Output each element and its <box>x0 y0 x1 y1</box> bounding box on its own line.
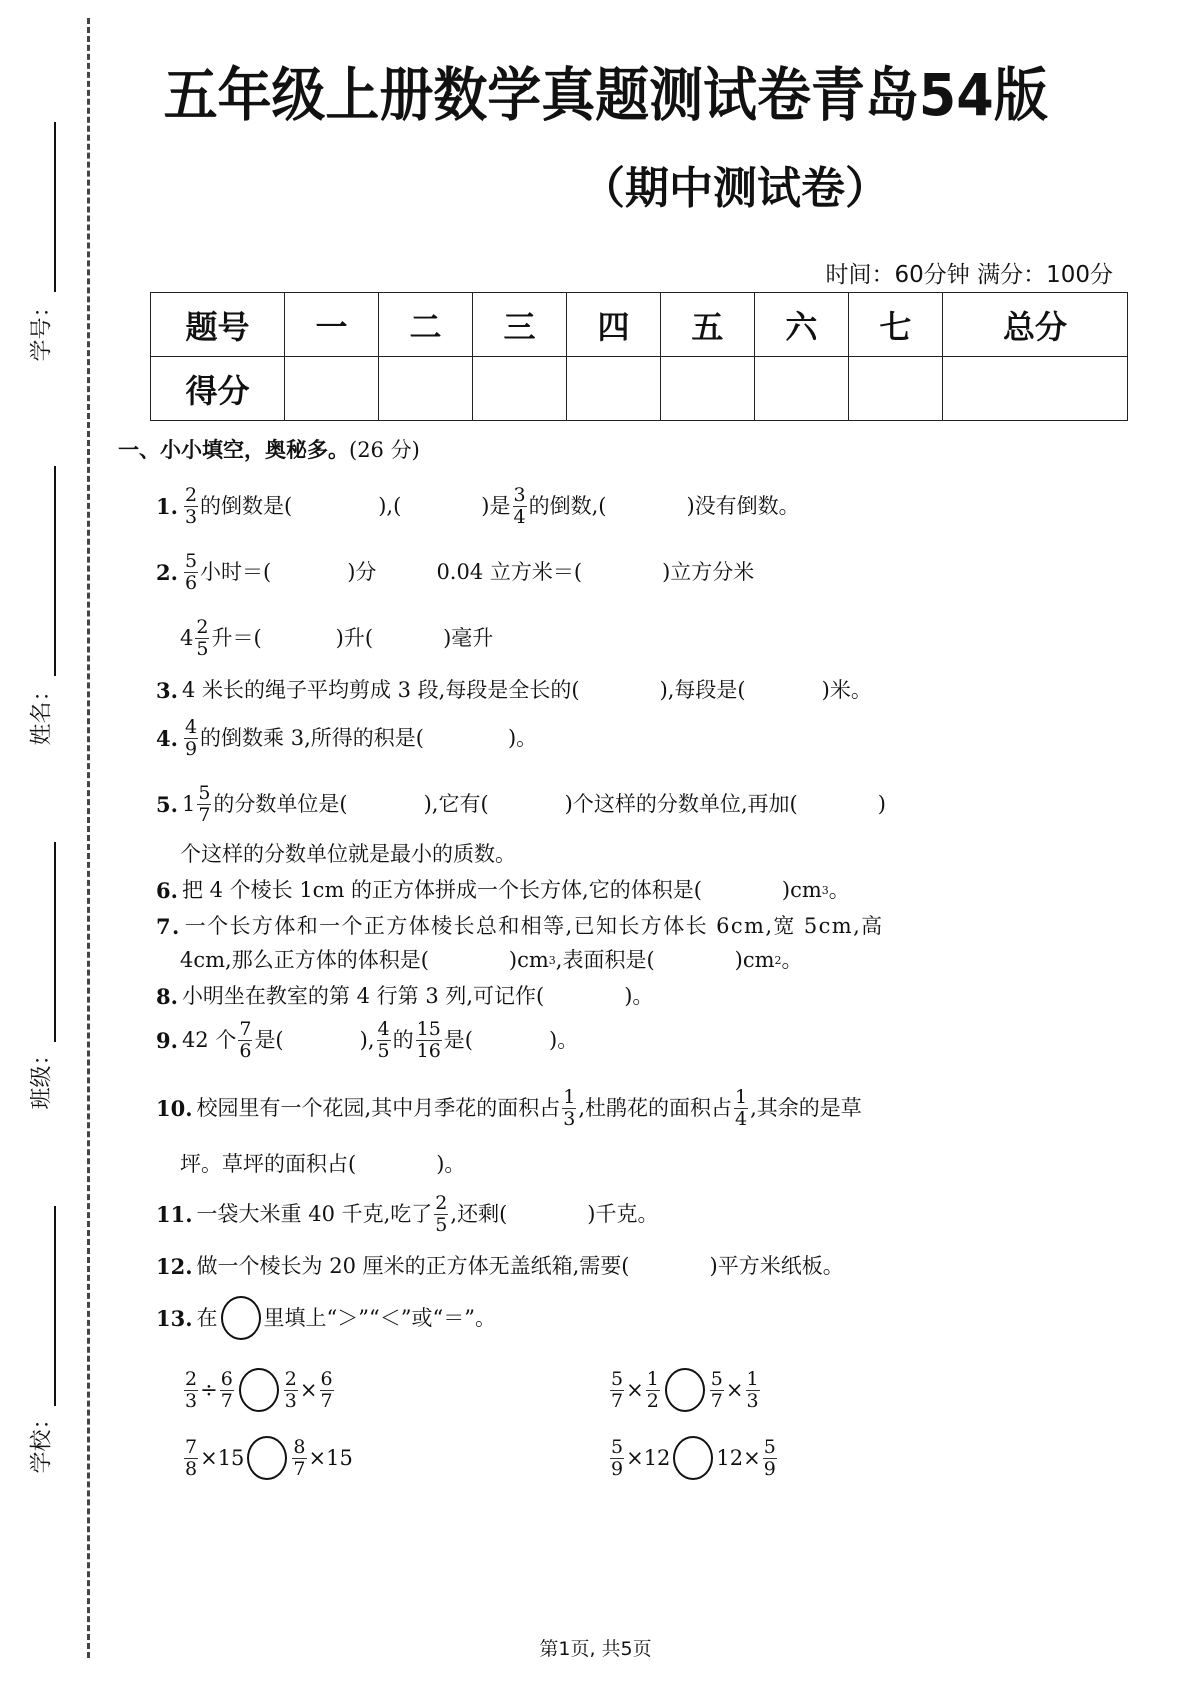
question-number: 12. <box>156 1253 193 1279</box>
question-text: )分 <box>347 559 377 584</box>
header-cell: 二 <box>378 293 472 357</box>
question-text: )cm <box>508 947 549 972</box>
section-title <box>118 440 420 461</box>
question-text: )毫升 <box>443 625 494 650</box>
question-text: )平方米纸板。 <box>709 1253 844 1278</box>
operator: ÷ <box>200 1377 218 1402</box>
fraction: $\frac{2}{5}$ <box>435 1191 448 1236</box>
score-table-header-row <box>151 293 1128 357</box>
score-table <box>150 292 1128 421</box>
score-cell[interactable] <box>848 357 942 421</box>
question-2 <box>156 550 754 594</box>
question-text: ),每段是( <box>659 677 746 702</box>
score-row-label: 得分 <box>151 357 285 421</box>
page-number: 第1页, 共5页 <box>539 1638 652 1660</box>
question-5 <box>156 782 886 826</box>
header-cell: 四 <box>566 293 660 357</box>
comparison-2: $\frac{5}{7}$ × $\frac{1}{2}$ $\frac{5}{7}$ × $\frac{1}{3}$ <box>611 1367 759 1412</box>
whole-number: 4 <box>180 625 194 650</box>
question-text: )。 <box>436 1151 466 1176</box>
question-text: 做一个棱长为 20 厘米的正方体无盖纸箱,需要( <box>196 1253 630 1278</box>
question-text: ) <box>877 791 886 816</box>
question-text: 的倒数是( <box>200 493 293 518</box>
answer-circle[interactable] <box>239 1368 279 1412</box>
header-cell: 总分 <box>942 293 1127 357</box>
question-text: 个这样的分数单位就是最小的质数。 <box>180 841 516 866</box>
question-number: 10. <box>156 1095 193 1121</box>
question-7-line-2 <box>180 948 803 972</box>
question-number: 9. <box>156 1027 178 1053</box>
question-number: 7. <box>156 913 181 939</box>
question-number: 13. <box>156 1305 193 1331</box>
header-cell: 七 <box>848 293 942 357</box>
question-text: 里填上“＞”“＜”或“＝”。 <box>263 1305 496 1330</box>
question-1 <box>156 484 800 528</box>
answer-circle[interactable] <box>247 1436 287 1480</box>
question-number: 6. <box>156 877 178 903</box>
operator: × <box>725 1377 744 1402</box>
comparison-1: $\frac{2}{3}$ ÷ $\frac{6}{7}$ $\frac{2}{3}$ × $\frac{6}{7}$ <box>185 1367 333 1412</box>
class-label: 班级： <box>29 1043 55 1110</box>
question-text: 是( <box>254 1027 284 1052</box>
question-text: )是 <box>481 493 511 518</box>
compare-circle-icon <box>221 1296 261 1340</box>
question-text: ,杜鹃花的面积占 <box>578 1095 733 1120</box>
question-7 <box>156 914 884 938</box>
question-number: 11. <box>156 1201 193 1227</box>
question-number: 4. <box>156 725 178 751</box>
header-cell: 三 <box>472 293 566 357</box>
operator: 12× <box>716 1445 761 1470</box>
question-text: )cm <box>781 877 822 902</box>
operator: ×15 <box>200 1445 245 1470</box>
question-text: )升( <box>335 625 374 650</box>
header-cell: 一 <box>285 293 379 357</box>
operator: × <box>626 1377 644 1402</box>
question-text: )千克。 <box>587 1201 659 1226</box>
fraction: $\frac{4}{5}$ <box>377 1017 390 1062</box>
question-text: 一个长方体和一个正方体棱长总和相等,已知长方体长 6cm,宽 5cm,高 <box>184 913 884 938</box>
question-text: 升＝( <box>211 625 262 650</box>
exam-meta: 时间：60分钟 满分：100分 <box>825 262 1113 288</box>
header-cell: 六 <box>754 293 848 357</box>
question-5-line-2 <box>180 842 516 866</box>
question-12 <box>156 1254 844 1278</box>
operator: × <box>299 1377 318 1402</box>
question-6 <box>156 878 850 902</box>
student-id-line <box>54 122 56 292</box>
score-table-score-row <box>151 357 1128 421</box>
question-9 <box>156 1018 578 1062</box>
question-text: )。 <box>549 1027 579 1052</box>
fraction: $\frac{3}{4}$ <box>513 483 526 528</box>
question-number: 3. <box>156 677 178 703</box>
question-text: )cm <box>734 947 775 972</box>
question-text: )。 <box>624 983 654 1008</box>
question-text: 在 <box>196 1305 218 1330</box>
whole-number: 1 <box>181 791 196 816</box>
question-text: 的 <box>392 1027 414 1052</box>
student-id-label: 学号： <box>29 295 55 362</box>
question-2-line-2 <box>180 616 493 660</box>
question-10-line-2 <box>180 1152 465 1176</box>
question-number: 1. <box>156 493 178 519</box>
score-cell[interactable] <box>472 357 566 421</box>
score-cell[interactable] <box>660 357 754 421</box>
question-text: ,其余的是草 <box>750 1095 862 1120</box>
question-8 <box>156 984 653 1008</box>
fraction: $\frac{2}{3}$ <box>184 483 198 528</box>
fraction: $\frac{5}{6}$ <box>184 549 198 594</box>
comparison-4: $\frac{5}{9}$ ×12 12× $\frac{5}{9}$ <box>611 1435 776 1480</box>
question-number: 2. <box>156 559 178 585</box>
fraction: $\frac{2}{5}$ <box>196 615 209 660</box>
question-11 <box>156 1192 658 1236</box>
header-cell: 五 <box>660 293 754 357</box>
score-cell[interactable] <box>566 357 660 421</box>
class-line <box>54 842 56 1042</box>
question-13 <box>156 1296 496 1340</box>
superscript: 3 <box>821 883 829 897</box>
question-text: ,表面积是( <box>555 947 655 972</box>
fraction: $\frac{5}{7}$ <box>198 781 211 826</box>
question-text: )立方分米 <box>662 559 755 584</box>
question-text: 小时＝( <box>200 559 272 584</box>
question-text: ), <box>359 1027 375 1052</box>
score-cell[interactable] <box>754 357 848 421</box>
question-text: ,还剩( <box>450 1201 508 1226</box>
superscript: 2 <box>774 953 782 967</box>
question-text: ),它有( <box>423 791 489 816</box>
fraction: $\frac{7}{6}$ <box>239 1017 252 1062</box>
fraction: $\frac{1}{4}$ <box>735 1085 748 1130</box>
page-subtitle <box>150 152 1130 216</box>
operator: ×15 <box>308 1445 353 1470</box>
section-points: (26 分) <box>349 438 420 462</box>
question-text: )米。 <box>821 677 872 702</box>
page-title: 五年级上册数学真题测试卷青岛54版 <box>163 61 1048 129</box>
score-cell[interactable] <box>378 357 472 421</box>
name-line <box>54 466 56 676</box>
school-line <box>54 1206 56 1406</box>
binding-cut-line <box>87 18 90 1658</box>
name-label: 姓名： <box>29 679 55 746</box>
school-label: 学校： <box>29 1407 55 1474</box>
question-text: )没有倒数。 <box>686 493 800 518</box>
section-title-text: 一、小小填空，奥秘多。 <box>118 438 349 462</box>
subtitle-text: （期中测试卷） <box>581 163 889 214</box>
question-text: 坪。草坪的面积占( <box>180 1151 357 1176</box>
fraction: $\frac{1}{3}$ <box>563 1085 576 1130</box>
score-cell[interactable] <box>285 357 379 421</box>
question-text: 把 4 个棱长 1cm 的正方体拼成一个长方体,它的体积是( <box>181 877 702 902</box>
question-number: 8. <box>156 983 178 1009</box>
question-text: 一袋大米重 40 千克,吃了 <box>196 1201 433 1226</box>
question-text: 。 <box>828 877 850 902</box>
question-text: ),( <box>378 493 402 518</box>
question-text: 4cm,那么正方体的体积是( <box>180 947 429 972</box>
fraction: $\frac{15}{16}$ <box>416 1017 441 1062</box>
question-text: 42 个 <box>181 1027 237 1052</box>
answer-circle[interactable] <box>665 1368 705 1412</box>
header-cell: 题号 <box>151 293 285 357</box>
question-text: 是( <box>443 1027 473 1052</box>
question-4 <box>156 716 537 760</box>
superscript: 3 <box>548 953 556 967</box>
question-number: 5. <box>156 791 178 817</box>
answer-circle[interactable] <box>673 1436 713 1480</box>
question-3 <box>156 678 872 702</box>
question-text: 0.04 立方米＝( <box>436 559 583 584</box>
comparison-3: $\frac{7}{8}$ ×15 $\frac{8}{7}$ ×15 <box>185 1435 353 1480</box>
operator: ×12 <box>626 1445 671 1470</box>
question-text: 的倒数,( <box>528 493 607 518</box>
fraction: $\frac{4}{9}$ <box>184 715 198 760</box>
question-text: )。 <box>507 725 538 750</box>
question-text: 的分数单位是( <box>213 791 348 816</box>
score-cell[interactable] <box>942 357 1127 421</box>
question-text: )个这样的分数单位,再加( <box>564 791 798 816</box>
question-text: 。 <box>781 947 803 972</box>
question-text: 4 米长的绳子平均剪成 3 段,每段是全长的( <box>181 677 580 702</box>
question-10 <box>156 1086 862 1130</box>
question-text: 小明坐在教室的第 4 行第 3 列,可记作( <box>181 983 545 1008</box>
question-text: 的倒数乘 3,所得的积是( <box>200 725 424 750</box>
question-text: 校园里有一个花园,其中月季花的面积占 <box>196 1095 561 1120</box>
